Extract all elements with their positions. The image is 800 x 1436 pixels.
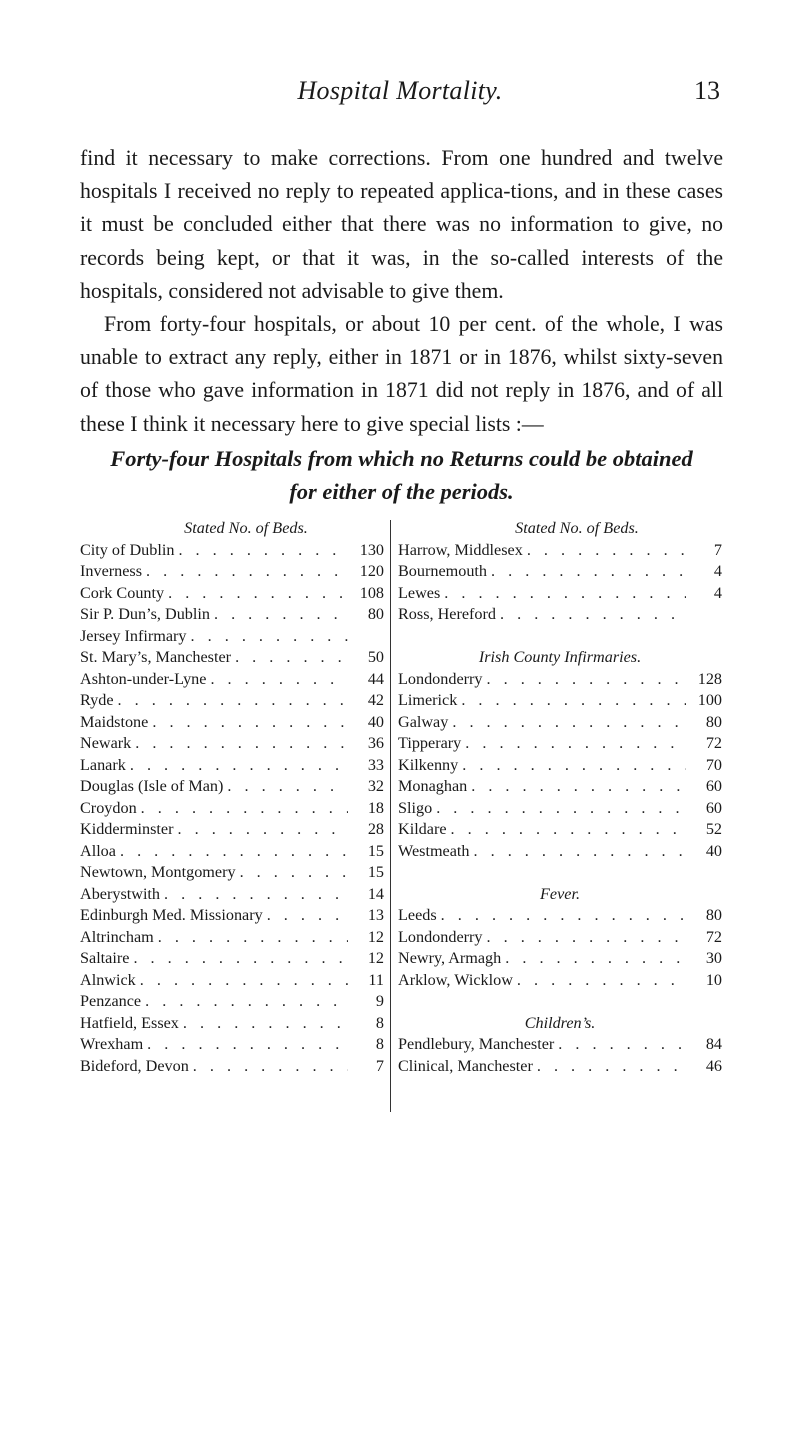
section-gap	[398, 991, 722, 1013]
bed-count: 4	[713, 583, 722, 602]
section-gap	[398, 862, 722, 884]
dot-leader	[120, 841, 348, 863]
bed-count: 18	[367, 798, 384, 817]
table-row	[80, 755, 384, 777]
bed-count: 46	[705, 1056, 722, 1075]
hospital-name: Harrow, Middlesex	[398, 540, 523, 559]
section-gap	[398, 626, 722, 648]
paragraph: From forty-four hospitals, or about 10 per cent. of the whole, I was unable to extract any reply, either in 1871 or in 1876, whilst sixty-seven of those who gave information in 1871 did not reply in 1876, and of all these I think it necessary here to give special lists :—	[80, 312, 723, 436]
hospital-name: Croydon	[80, 798, 137, 817]
table-row	[80, 583, 384, 605]
bed-count: 72	[705, 927, 722, 946]
table-row	[398, 798, 722, 820]
dot-leader	[145, 991, 348, 1013]
dot-leader	[474, 841, 686, 863]
table-row	[80, 540, 384, 562]
hospital-name: Douglas (Isle of Man)	[80, 777, 224, 795]
hospital-name: Kildare	[398, 820, 447, 838]
table-row	[398, 927, 722, 949]
bed-count: 84	[705, 1035, 722, 1053]
bed-count: 30	[705, 949, 722, 967]
table-title-line: for either of the periods.	[289, 479, 514, 504]
table-row	[80, 819, 384, 841]
bed-count: 12	[367, 927, 384, 946]
table-row	[80, 1013, 384, 1035]
table-row	[80, 1034, 384, 1056]
hospital-name: Saltaire	[80, 949, 130, 967]
dot-leader	[465, 733, 686, 755]
bed-count: 8	[375, 1013, 384, 1032]
table-row	[80, 798, 384, 820]
bed-count: 9	[375, 992, 384, 1010]
dot-leader	[178, 819, 348, 841]
table-row	[80, 690, 384, 712]
table-row	[80, 862, 384, 884]
hospital-name: Londonderry	[398, 927, 483, 946]
bed-count: 60	[705, 798, 722, 817]
hospital-name: Monaghan	[398, 777, 468, 795]
dot-leader	[487, 927, 686, 949]
table-row	[398, 1034, 722, 1056]
hospital-name: Newry, Armagh	[398, 949, 502, 967]
hospital-name: City of Dublin	[80, 540, 175, 559]
hospital-name: Newark	[80, 734, 132, 752]
dot-leader	[141, 798, 348, 820]
dot-leader	[158, 927, 348, 949]
hospital-name: Bideford, Devon	[80, 1056, 189, 1075]
dot-leader	[140, 970, 348, 992]
table-row	[398, 561, 722, 583]
hospital-list	[398, 1034, 722, 1077]
bed-count: 40	[705, 841, 722, 860]
bed-count: 10	[705, 970, 722, 989]
table-row	[398, 604, 722, 626]
bed-count: 28	[367, 820, 384, 838]
hospital-name: Ryde	[80, 691, 114, 709]
dot-leader	[135, 733, 348, 755]
bed-count: 7	[713, 540, 722, 559]
dot-leader	[491, 561, 686, 583]
hospital-name: Altrincham	[80, 927, 154, 946]
bed-count: 44	[367, 669, 384, 688]
hospital-name: Ross, Hereford	[398, 605, 497, 623]
dot-leader	[441, 905, 686, 927]
bed-count: 33	[367, 755, 384, 774]
paragraph: find it necessary to make corrections. From one hundred and twelve hospitals I received no reply to repeated applica-tions, and in these cases it must be concluded either that there was no information to give, no records being kept, or that it was, in the so-called interests of the hospitals, considered not advisable to give them.	[80, 146, 723, 303]
dot-leader	[471, 776, 686, 798]
dot-leader	[193, 1056, 348, 1078]
hospital-name: St. Mary’s, Manchester	[80, 648, 232, 666]
dot-leader	[505, 948, 686, 970]
table-row	[80, 991, 384, 1013]
table-row	[80, 776, 384, 798]
dot-leader	[210, 669, 348, 691]
bed-count: 60	[705, 777, 722, 795]
table-row	[398, 755, 722, 777]
bed-count: 120	[359, 562, 384, 580]
dot-leader	[436, 798, 686, 820]
dot-leader	[517, 970, 686, 992]
table-row	[398, 712, 722, 734]
bed-count: 14	[367, 884, 384, 903]
bed-count: 80	[705, 906, 722, 924]
hospital-name: Inverness	[80, 562, 143, 580]
bed-count: 15	[367, 863, 384, 881]
dot-leader	[461, 690, 686, 712]
dot-leader	[235, 647, 348, 669]
dot-leader	[558, 1034, 686, 1056]
hospital-name: Galway	[398, 712, 449, 731]
bed-count: 8	[375, 1035, 384, 1053]
body-text	[80, 142, 723, 441]
dot-leader	[227, 776, 348, 798]
bed-count: 36	[367, 734, 384, 752]
table-row	[80, 884, 384, 906]
table-row	[398, 819, 722, 841]
hospital-name: Lanark	[80, 755, 126, 774]
hospital-name: Clinical, Manchester	[398, 1056, 533, 1075]
hospital-name: Aberystwith	[80, 884, 161, 903]
table-row	[80, 669, 384, 691]
section-heading-childrens: Children’s.	[524, 1013, 596, 1032]
dot-leader	[214, 604, 348, 626]
dot-leader	[152, 712, 348, 734]
dot-leader	[168, 583, 348, 605]
bed-count: 52	[705, 820, 722, 838]
running-title: Hospital Mortality.	[297, 76, 503, 105]
table-row	[398, 841, 722, 863]
section-heading-fever: Fever.	[540, 884, 580, 903]
dot-leader	[178, 540, 348, 562]
dot-leader	[462, 755, 686, 777]
hospital-name: Westmeath	[398, 841, 470, 860]
table-row	[398, 970, 722, 992]
hospital-list	[398, 669, 722, 863]
bed-count: 13	[367, 906, 384, 924]
table-row	[80, 647, 384, 669]
right-column	[398, 518, 722, 1077]
bed-count: 4	[713, 562, 722, 580]
hospital-name: Alnwick	[80, 970, 136, 989]
hospital-name: Leeds	[398, 906, 437, 924]
bed-count: 42	[367, 691, 384, 709]
table-row	[80, 948, 384, 970]
dot-leader	[267, 905, 348, 927]
hospital-name: Lewes	[398, 583, 441, 602]
hospital-name: Tipperary	[398, 734, 462, 752]
table-row	[80, 733, 384, 755]
dot-leader	[183, 1013, 348, 1035]
table-row	[80, 1056, 384, 1078]
dot-leader	[133, 948, 348, 970]
column-divider	[390, 520, 391, 1112]
dot-leader	[146, 561, 348, 583]
bed-count: 40	[367, 712, 384, 731]
bed-count: 12	[367, 949, 384, 967]
hospital-name: Sligo	[398, 798, 433, 817]
hospital-name: Newtown, Montgomery	[80, 863, 236, 881]
page-header	[0, 76, 800, 116]
dot-leader	[527, 540, 686, 562]
hospital-name: Sir P. Dun’s, Dublin	[80, 605, 210, 623]
table-row	[398, 583, 722, 605]
dot-leader	[147, 1034, 348, 1056]
bed-count: 130	[359, 540, 384, 559]
hospital-name: Penzance	[80, 992, 142, 1010]
dot-leader	[444, 583, 686, 605]
table-row	[80, 927, 384, 949]
dot-leader	[537, 1056, 686, 1078]
hospital-name: Hatfield, Essex	[80, 1013, 179, 1032]
hospital-name: Bournemouth	[398, 562, 488, 580]
hospital-name: Kilkenny	[398, 755, 459, 774]
section-heading-irish: Irish County Infirmaries.	[478, 648, 642, 666]
table-title	[80, 442, 723, 508]
column-header: Stated No. of Beds.	[184, 519, 308, 537]
table-row	[398, 1056, 722, 1078]
hospital-name: Limerick	[398, 691, 458, 709]
dot-leader	[130, 755, 348, 777]
bed-count: 72	[705, 734, 722, 752]
table-row	[398, 776, 722, 798]
column-header: Stated No. of Beds.	[515, 519, 639, 537]
bed-count: 32	[367, 777, 384, 795]
table-row	[398, 905, 722, 927]
hospital-name: Pendlebury, Manchester	[398, 1035, 555, 1053]
table-row	[80, 712, 384, 734]
dot-leader	[500, 604, 686, 626]
dot-leader	[240, 862, 348, 884]
hospital-name: Ashton-under-Lyne	[80, 669, 207, 688]
table-title-line: Forty-four Hospitals from which no Returns could be obtained	[110, 446, 693, 471]
table-row	[398, 690, 722, 712]
dot-leader	[191, 626, 348, 648]
hospital-list	[80, 540, 384, 1078]
dot-leader	[164, 884, 348, 906]
bed-count: 7	[375, 1056, 384, 1075]
dot-leader	[118, 690, 348, 712]
bed-count: 80	[367, 605, 384, 623]
hospital-name: Londonderry	[398, 669, 483, 688]
hospital-list	[398, 905, 722, 991]
table-row	[80, 905, 384, 927]
hospital-name: Jersey Infirmary	[80, 626, 187, 645]
hospital-list	[398, 540, 722, 626]
hospital-name: Cork County	[80, 583, 165, 602]
bed-count: 15	[367, 841, 384, 860]
bed-count: 100	[697, 691, 722, 709]
bed-count: 50	[367, 648, 384, 666]
table-row	[398, 948, 722, 970]
table-row	[80, 841, 384, 863]
dot-leader	[487, 669, 686, 691]
table-row	[398, 733, 722, 755]
bed-count: 128	[697, 669, 722, 688]
hospital-name: Maidstone	[80, 712, 149, 731]
table-row	[80, 970, 384, 992]
left-column	[80, 518, 384, 1077]
bed-count: 11	[368, 970, 384, 989]
hospital-name: Kidderminster	[80, 820, 174, 838]
bed-count: 80	[705, 712, 722, 731]
dot-leader	[452, 712, 686, 734]
table-row	[398, 669, 722, 691]
bed-count: 108	[359, 583, 384, 602]
hospital-name: Alloa	[80, 841, 116, 860]
hospital-name: Arklow, Wicklow	[398, 970, 513, 989]
bed-count: 70	[705, 755, 722, 774]
table-row	[398, 540, 722, 562]
dot-leader	[451, 819, 686, 841]
table-row	[80, 604, 384, 626]
hospital-name: Edinburgh Med. Missionary	[80, 906, 263, 924]
page-number: 13	[694, 76, 720, 105]
table-row	[80, 561, 384, 583]
table-row	[80, 626, 384, 648]
hospital-name: Wrexham	[80, 1035, 144, 1053]
